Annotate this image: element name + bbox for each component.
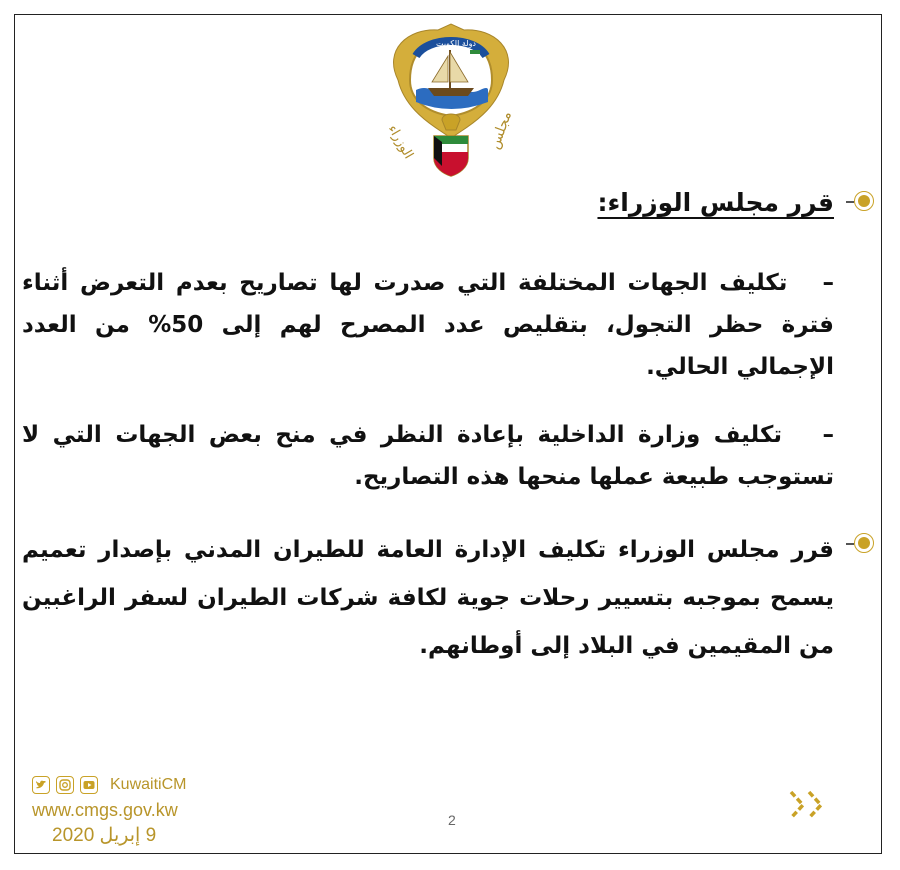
social-handle[interactable]: KuwaitiCM bbox=[110, 776, 187, 793]
gold-bullet-icon bbox=[846, 191, 876, 213]
section-heading: قرر مجلس الوزراء: bbox=[597, 188, 834, 217]
kuwait-council-of-ministers-emblem bbox=[378, 20, 524, 180]
next-chevrons-icon[interactable] bbox=[788, 788, 828, 822]
svg-text:دولة الكويت: دولة الكويت bbox=[436, 39, 476, 48]
svg-text:مجلس: مجلس bbox=[486, 109, 516, 152]
page-number: 2 bbox=[448, 812, 456, 828]
website-link[interactable]: www.cmgs.gov.kw bbox=[32, 800, 178, 820]
item-text: تكليف الجهات المختلفة التي صدرت لها تصاريح بعدم التعرض أثناء فترة حظر التجول، بتقليص عدد المصرح لهم إلى 50% من العدد الإجمالي الحالي. bbox=[22, 270, 834, 380]
dash-marker: – bbox=[822, 422, 834, 448]
item-text: تكليف وزارة الداخلية بإعادة النظر في منح بعض الجهات التي لا تستوجب طبيعة عملها منحها هذه التصاريح. bbox=[22, 422, 834, 490]
publication-date: 9 إبريل 2020 bbox=[52, 825, 157, 846]
svg-text:الوزراء: الوزراء bbox=[384, 122, 416, 162]
decision-paragraph bbox=[22, 526, 834, 670]
gold-bullet-icon bbox=[846, 533, 876, 555]
youtube-icon[interactable] bbox=[80, 776, 98, 794]
list-item bbox=[22, 414, 834, 498]
dash-marker: – bbox=[822, 270, 834, 296]
instagram-icon[interactable] bbox=[56, 776, 74, 794]
social-links bbox=[32, 776, 186, 794]
list-item bbox=[22, 262, 834, 388]
paragraph-text: قرر مجلس الوزراء تكليف الإدارة العامة للطيران المدني بإصدار تعميم يسمح بموجبه بتسيير رحلات جوية لكافة شركات الطيران لسفر الراغبين من المقيمين في البلاد إلى أوطانهم. bbox=[22, 537, 834, 659]
twitter-icon[interactable] bbox=[32, 776, 50, 794]
